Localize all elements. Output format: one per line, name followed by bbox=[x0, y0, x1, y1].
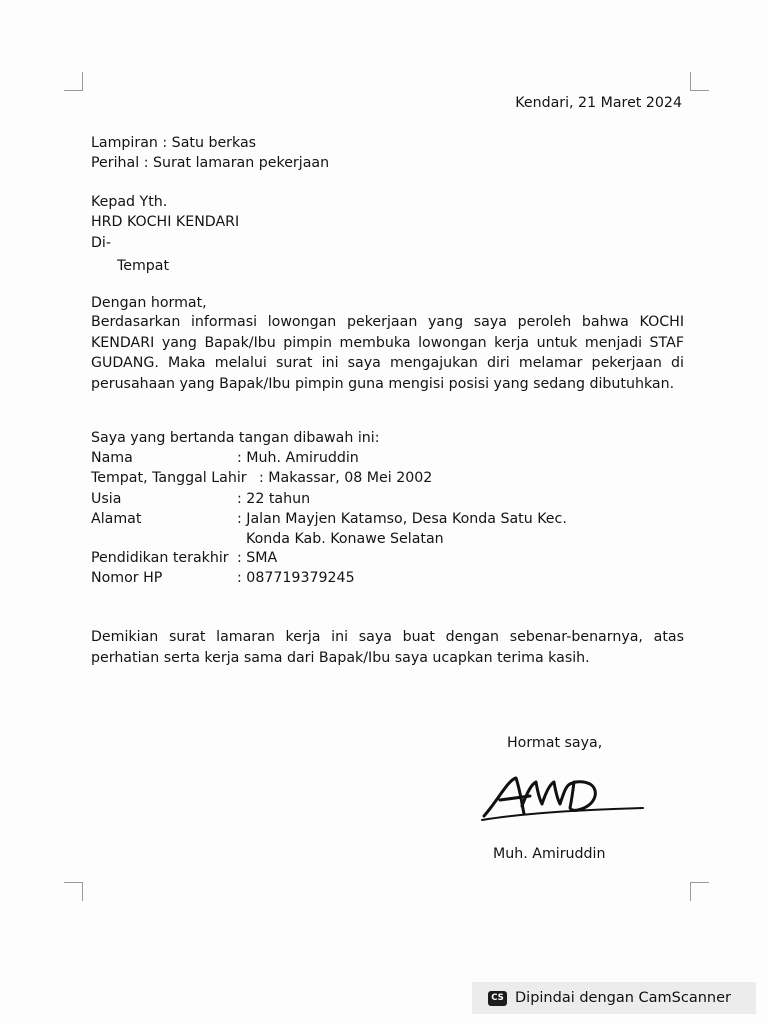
detail-label: Tempat, Tanggal Lahir bbox=[91, 470, 247, 486]
handwritten-signature bbox=[478, 770, 646, 826]
sign-off: Hormat saya, bbox=[507, 735, 603, 751]
detail-value: : 22 tahun bbox=[237, 491, 311, 507]
detail-value: : SMA bbox=[237, 550, 278, 566]
recipient-name: HRD KOCHI KENDARI bbox=[91, 214, 240, 230]
camscanner-watermark bbox=[472, 982, 756, 1014]
margin-corner-top-right bbox=[690, 72, 709, 91]
camscanner-logo-icon: CS bbox=[488, 991, 507, 1006]
greeting: Dengan hormat, bbox=[91, 295, 207, 311]
detail-value: : Makassar, 08 Mei 2002 bbox=[259, 470, 433, 486]
margin-corner-top-left bbox=[64, 72, 83, 91]
signatory-name: Muh. Amiruddin bbox=[493, 846, 606, 862]
detail-value: : Jalan Mayjen Katamso, Desa Konda Satu Kec. bbox=[237, 511, 567, 527]
detail-value: : 087719379245 bbox=[237, 570, 355, 586]
intro-line: Saya yang bertanda tangan dibawah ini: bbox=[91, 430, 380, 446]
detail-value: Konda Kab. Konawe Selatan bbox=[246, 531, 444, 547]
watermark-text: Dipindai dengan CamScanner bbox=[515, 990, 732, 1006]
recipient-salutation: Kepad Yth. bbox=[91, 194, 168, 210]
letter-date: Kendari, 21 Maret 2024 bbox=[515, 95, 682, 111]
detail-value: : Muh. Amiruddin bbox=[237, 450, 359, 466]
perihal-line: Perihal : Surat lamaran pekerjaan bbox=[91, 155, 330, 171]
detail-label: Pendidikan terakhir bbox=[91, 550, 229, 566]
detail-label: Usia bbox=[91, 491, 122, 507]
detail-label: Alamat bbox=[91, 511, 142, 527]
recipient-di: Di- bbox=[91, 235, 111, 251]
opening-paragraph: Berdasarkan informasi lowongan pekerjaan yang saya peroleh bahwa KOCHI KENDARI yang Bapak/Ibu pimpin membuka lowongan kerja untuk menjadi STAF GUDANG. Maka melalui surat ini saya mengajukan diri melamar pekerjaan di perusahaan yang Bapak/Ibu pimpin guna mengisi posisi yang sedang dibutuhkan. bbox=[91, 314, 684, 392]
margin-corner-bottom-right bbox=[690, 882, 709, 901]
detail-label: Nama bbox=[91, 450, 133, 466]
lampiran-line: Lampiran : Satu berkas bbox=[91, 135, 257, 151]
closing-paragraph: Demikian surat lamaran kerja ini saya buat dengan sebenar-benarnya, atas perhatian serta kerja sama dari Bapak/Ibu saya ucapkan terima kasih. bbox=[91, 629, 684, 666]
recipient-place: Tempat bbox=[117, 258, 170, 274]
detail-label: Nomor HP bbox=[91, 570, 163, 586]
margin-corner-bottom-left bbox=[64, 882, 83, 901]
